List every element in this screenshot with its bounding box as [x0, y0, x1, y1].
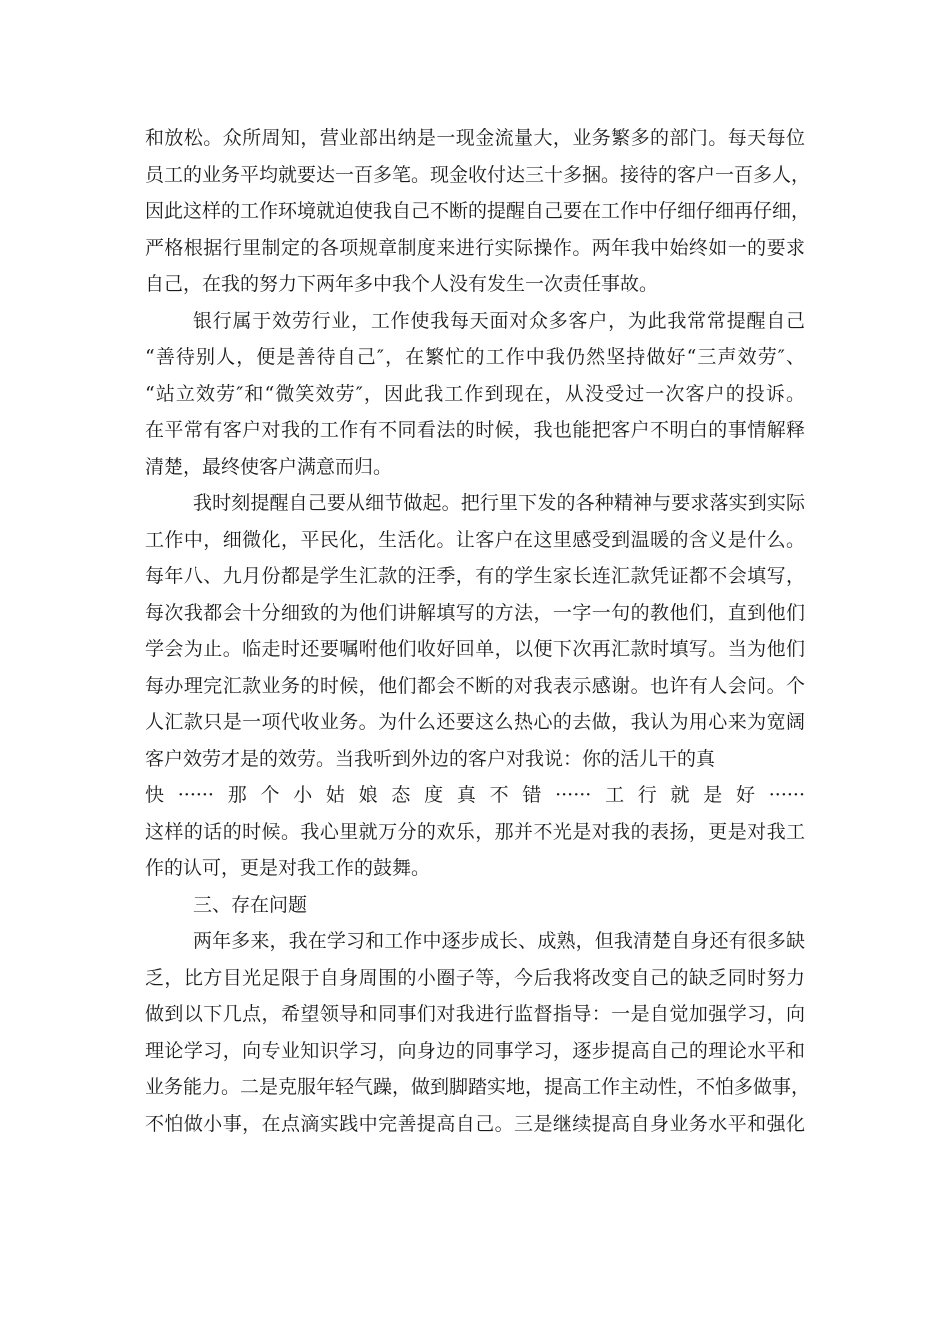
text-line: 人汇款只是一项代收业务。为什么还要这么热心的去做，我认为用心来为宽阔 [145, 711, 805, 733]
text-line: 严格根据行里制定的各项规章制度来进行实际操作。两年我中始终如一的要求 [145, 236, 805, 259]
text-line: 在平常有客户对我的工作有不同看法的时候，我也能把客户不明白的事情解释 [145, 419, 805, 441]
text-line: 这样的话的时候。我心里就万分的欢乐，那并不光是对我的表扬，更是对我工 [145, 820, 805, 843]
text-line: 和放松。众所周知，营业部出纳是一现金流量大，业务繁多的部门。每天每位 [145, 127, 805, 149]
text-line: “善待别人，便是善待自己″，在繁忙的工作中我仍然坚持做好“三声效劳″、 [145, 346, 805, 368]
text-line: 作的认可，更是对我工作的鼓舞。 [145, 857, 431, 879]
text-line: 每次我都会十分细致的为他们讲解填写的方法，一字一句的教他们，直到他们 [145, 601, 805, 624]
paragraph-first-line: 我时刻提醒自己要从细节做起。把行里下发的各种精神与要求落实到实际 [193, 492, 805, 514]
text-line: 客户效劳才是的效劳。当我听到外边的客户对我说：你的活儿干的真 [145, 747, 716, 770]
text-line: 理论学习，向专业知识学习，向身边的同事学习，逐步提高自己的理论水平和 [145, 1039, 805, 1062]
text-line: 工作中，细微化，平民化，生活化。让客户在这里感受到温暖的含义是什么。 [145, 528, 805, 551]
text-line: 每办理完汇款业务的时候，他们都会不断的对我表示感谢。也许有人会问。个 [145, 674, 805, 697]
text-line: 因此这样的工作环境就迫使我自己不断的提醒自己要在工作中仔细仔细再仔细， [145, 200, 811, 222]
text-line: 员工的业务平均就要达一百多笔。现金收付达三十多捆。接待的客户一百多人， [145, 163, 811, 186]
text-line: “站立效劳″和“微笑效劳″，因此我工作到现在，从没受过一次客户的投诉。 [145, 382, 805, 405]
text-line: 不怕做小事，在点滴实践中完善提高自己。三是继续提高自身业务水平和强化 [145, 1112, 805, 1135]
text-line: 学会为止。临走时还要嘱咐他们收好回单，以便下次再汇款时填写。当为他们 [145, 638, 805, 660]
text-line: 做到以下几点，希望领导和同事们对我进行监督指导：一是自觉加强学习，向 [145, 1003, 805, 1025]
paragraph-first-line: 两年多来，我在学习和工作中逐步成长、成熟，但我清楚自身还有很多缺 [193, 930, 805, 952]
body-text [145, 120, 811, 1142]
text-line: 清楚，最终使客户满意而归。 [145, 455, 393, 478]
text-line: 乏，比方目光足限于自身周围的小圈子等，今后我将改变自己的缺乏同时努力 [145, 966, 805, 989]
text-line: 业务能力。二是克服年轻气躁，做到脚踏实地，提高工作主动性，不怕多做事， [145, 1076, 811, 1098]
text-line: 每年八、九月份都是学生汇款的汪季，有的学生家长连汇款凭证都不会填写， [145, 565, 805, 587]
text-line: 快······那个小姑娘态度真不错······工行就是好······ [145, 784, 805, 806]
paragraph-first-line: 银行属于效劳行业，工作使我每天面对众多客户，为此我常常提醒自己 [193, 309, 805, 332]
text-line: 自己，在我的努力下两年多中我个人没有发生一次责任事故。 [145, 273, 659, 295]
section-heading: 三、存在问题 [193, 893, 308, 916]
